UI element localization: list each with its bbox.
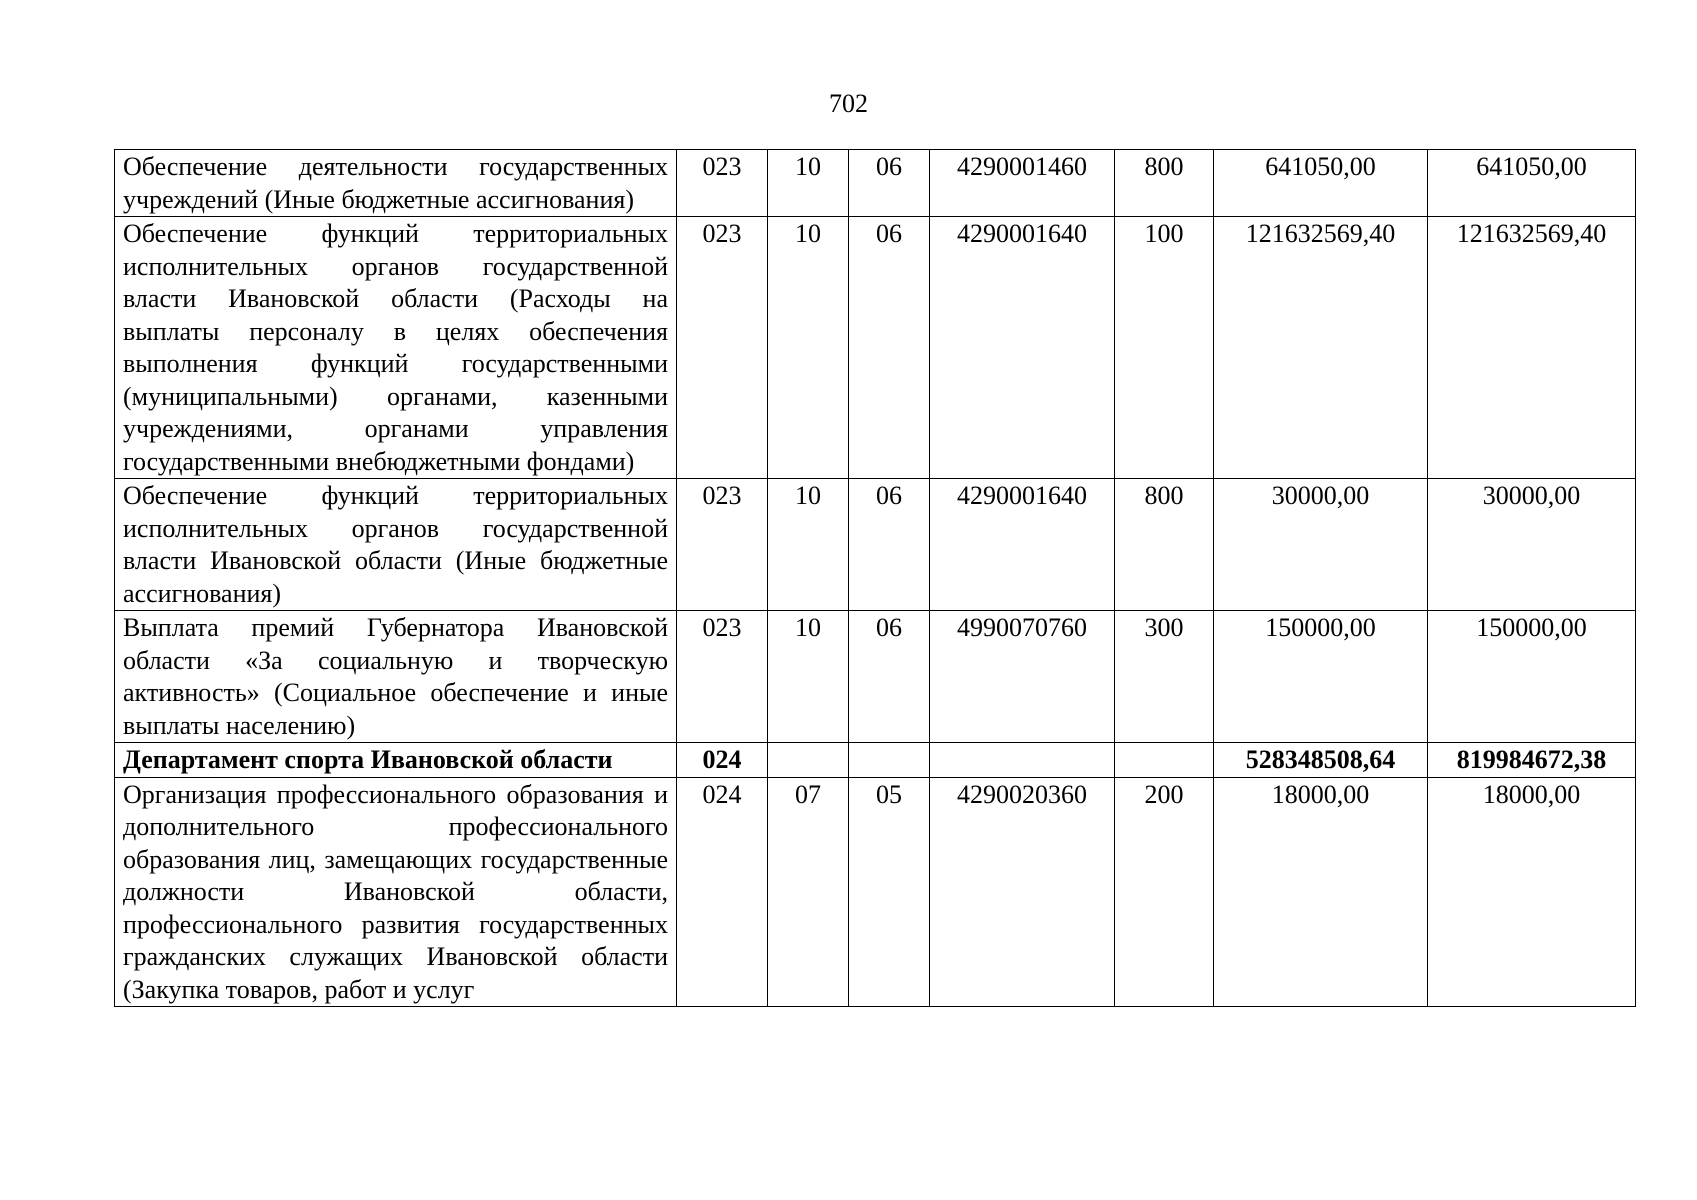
subsection-code	[849, 743, 930, 778]
row-description: Обеспечение деятельности государственных учреждений (Иные бюджетные ассигнования)	[115, 150, 677, 217]
expense-type-code: 200	[1115, 777, 1214, 1007]
budget-table	[114, 149, 1636, 1007]
amount-year-2: 18000,00	[1428, 777, 1636, 1007]
row-description: Обеспечение функций территориальных исполнительных органов государственной власти Ивановской области (Иные бюджетные ассигнования)	[115, 479, 677, 611]
subsection-code: 05	[849, 777, 930, 1007]
section-code	[768, 743, 849, 778]
table-row	[115, 777, 1636, 1007]
expense-type-code: 300	[1115, 611, 1214, 743]
page-number: 702	[829, 89, 868, 118]
section-code: 07	[768, 777, 849, 1007]
row-description: Организация профессионального образования и дополнительного профессионального образования лиц, замещающих государственные должности Ивановской области, профессионального развития государственных гражданских служащих Ивановской области (Закупка товаров, работ и услуг	[115, 777, 677, 1007]
expense-type-code: 800	[1115, 150, 1214, 217]
amount-year-1: 18000,00	[1214, 777, 1428, 1007]
table-row	[115, 479, 1636, 611]
subsection-code: 06	[849, 479, 930, 611]
ministry-code: 024	[677, 777, 768, 1007]
amount-year-2: 641050,00	[1428, 150, 1636, 217]
table-row	[115, 743, 1636, 778]
section-code: 10	[768, 150, 849, 217]
table-row	[115, 150, 1636, 217]
row-description: Департамент спорта Ивановской области	[115, 743, 677, 778]
row-description: Обеспечение функций территориальных исполнительных органов государственной власти Ивановской области (Расходы на выплаты персоналу в целях обеспечения выполнения функций государственными (муниципальными) органами, казенными учреждениями, органами управления государственными внебюджетными фондами)	[115, 217, 677, 479]
ministry-code: 023	[677, 611, 768, 743]
ministry-code: 024	[677, 743, 768, 778]
amount-year-1: 528348508,64	[1214, 743, 1428, 778]
amount-year-1: 641050,00	[1214, 150, 1428, 217]
table-row	[115, 611, 1636, 743]
ministry-code: 023	[677, 217, 768, 479]
row-description: Выплата премий Губернатора Ивановской области «За социальную и творческую активность» (Социальное обеспечение и иные выплаты населению)	[115, 611, 677, 743]
amount-year-2: 121632569,40	[1428, 217, 1636, 479]
subsection-code: 06	[849, 150, 930, 217]
table-row	[115, 217, 1636, 479]
amount-year-1: 30000,00	[1214, 479, 1428, 611]
table-body	[115, 150, 1636, 1007]
amount-year-2: 30000,00	[1428, 479, 1636, 611]
amount-year-2: 819984672,38	[1428, 743, 1636, 778]
expense-type-code: 800	[1115, 479, 1214, 611]
section-code: 10	[768, 611, 849, 743]
ministry-code: 023	[677, 150, 768, 217]
amount-year-2: 150000,00	[1428, 611, 1636, 743]
target-article-code	[930, 743, 1115, 778]
subsection-code: 06	[849, 217, 930, 479]
subsection-code: 06	[849, 611, 930, 743]
amount-year-1: 121632569,40	[1214, 217, 1428, 479]
expense-type-code	[1115, 743, 1214, 778]
expense-type-code: 100	[1115, 217, 1214, 479]
section-code: 10	[768, 479, 849, 611]
target-article-code: 4290001640	[930, 479, 1115, 611]
target-article-code: 4290001640	[930, 217, 1115, 479]
target-article-code: 4990070760	[930, 611, 1115, 743]
section-code: 10	[768, 217, 849, 479]
target-article-code: 4290020360	[930, 777, 1115, 1007]
target-article-code: 4290001460	[930, 150, 1115, 217]
ministry-code: 023	[677, 479, 768, 611]
amount-year-1: 150000,00	[1214, 611, 1428, 743]
